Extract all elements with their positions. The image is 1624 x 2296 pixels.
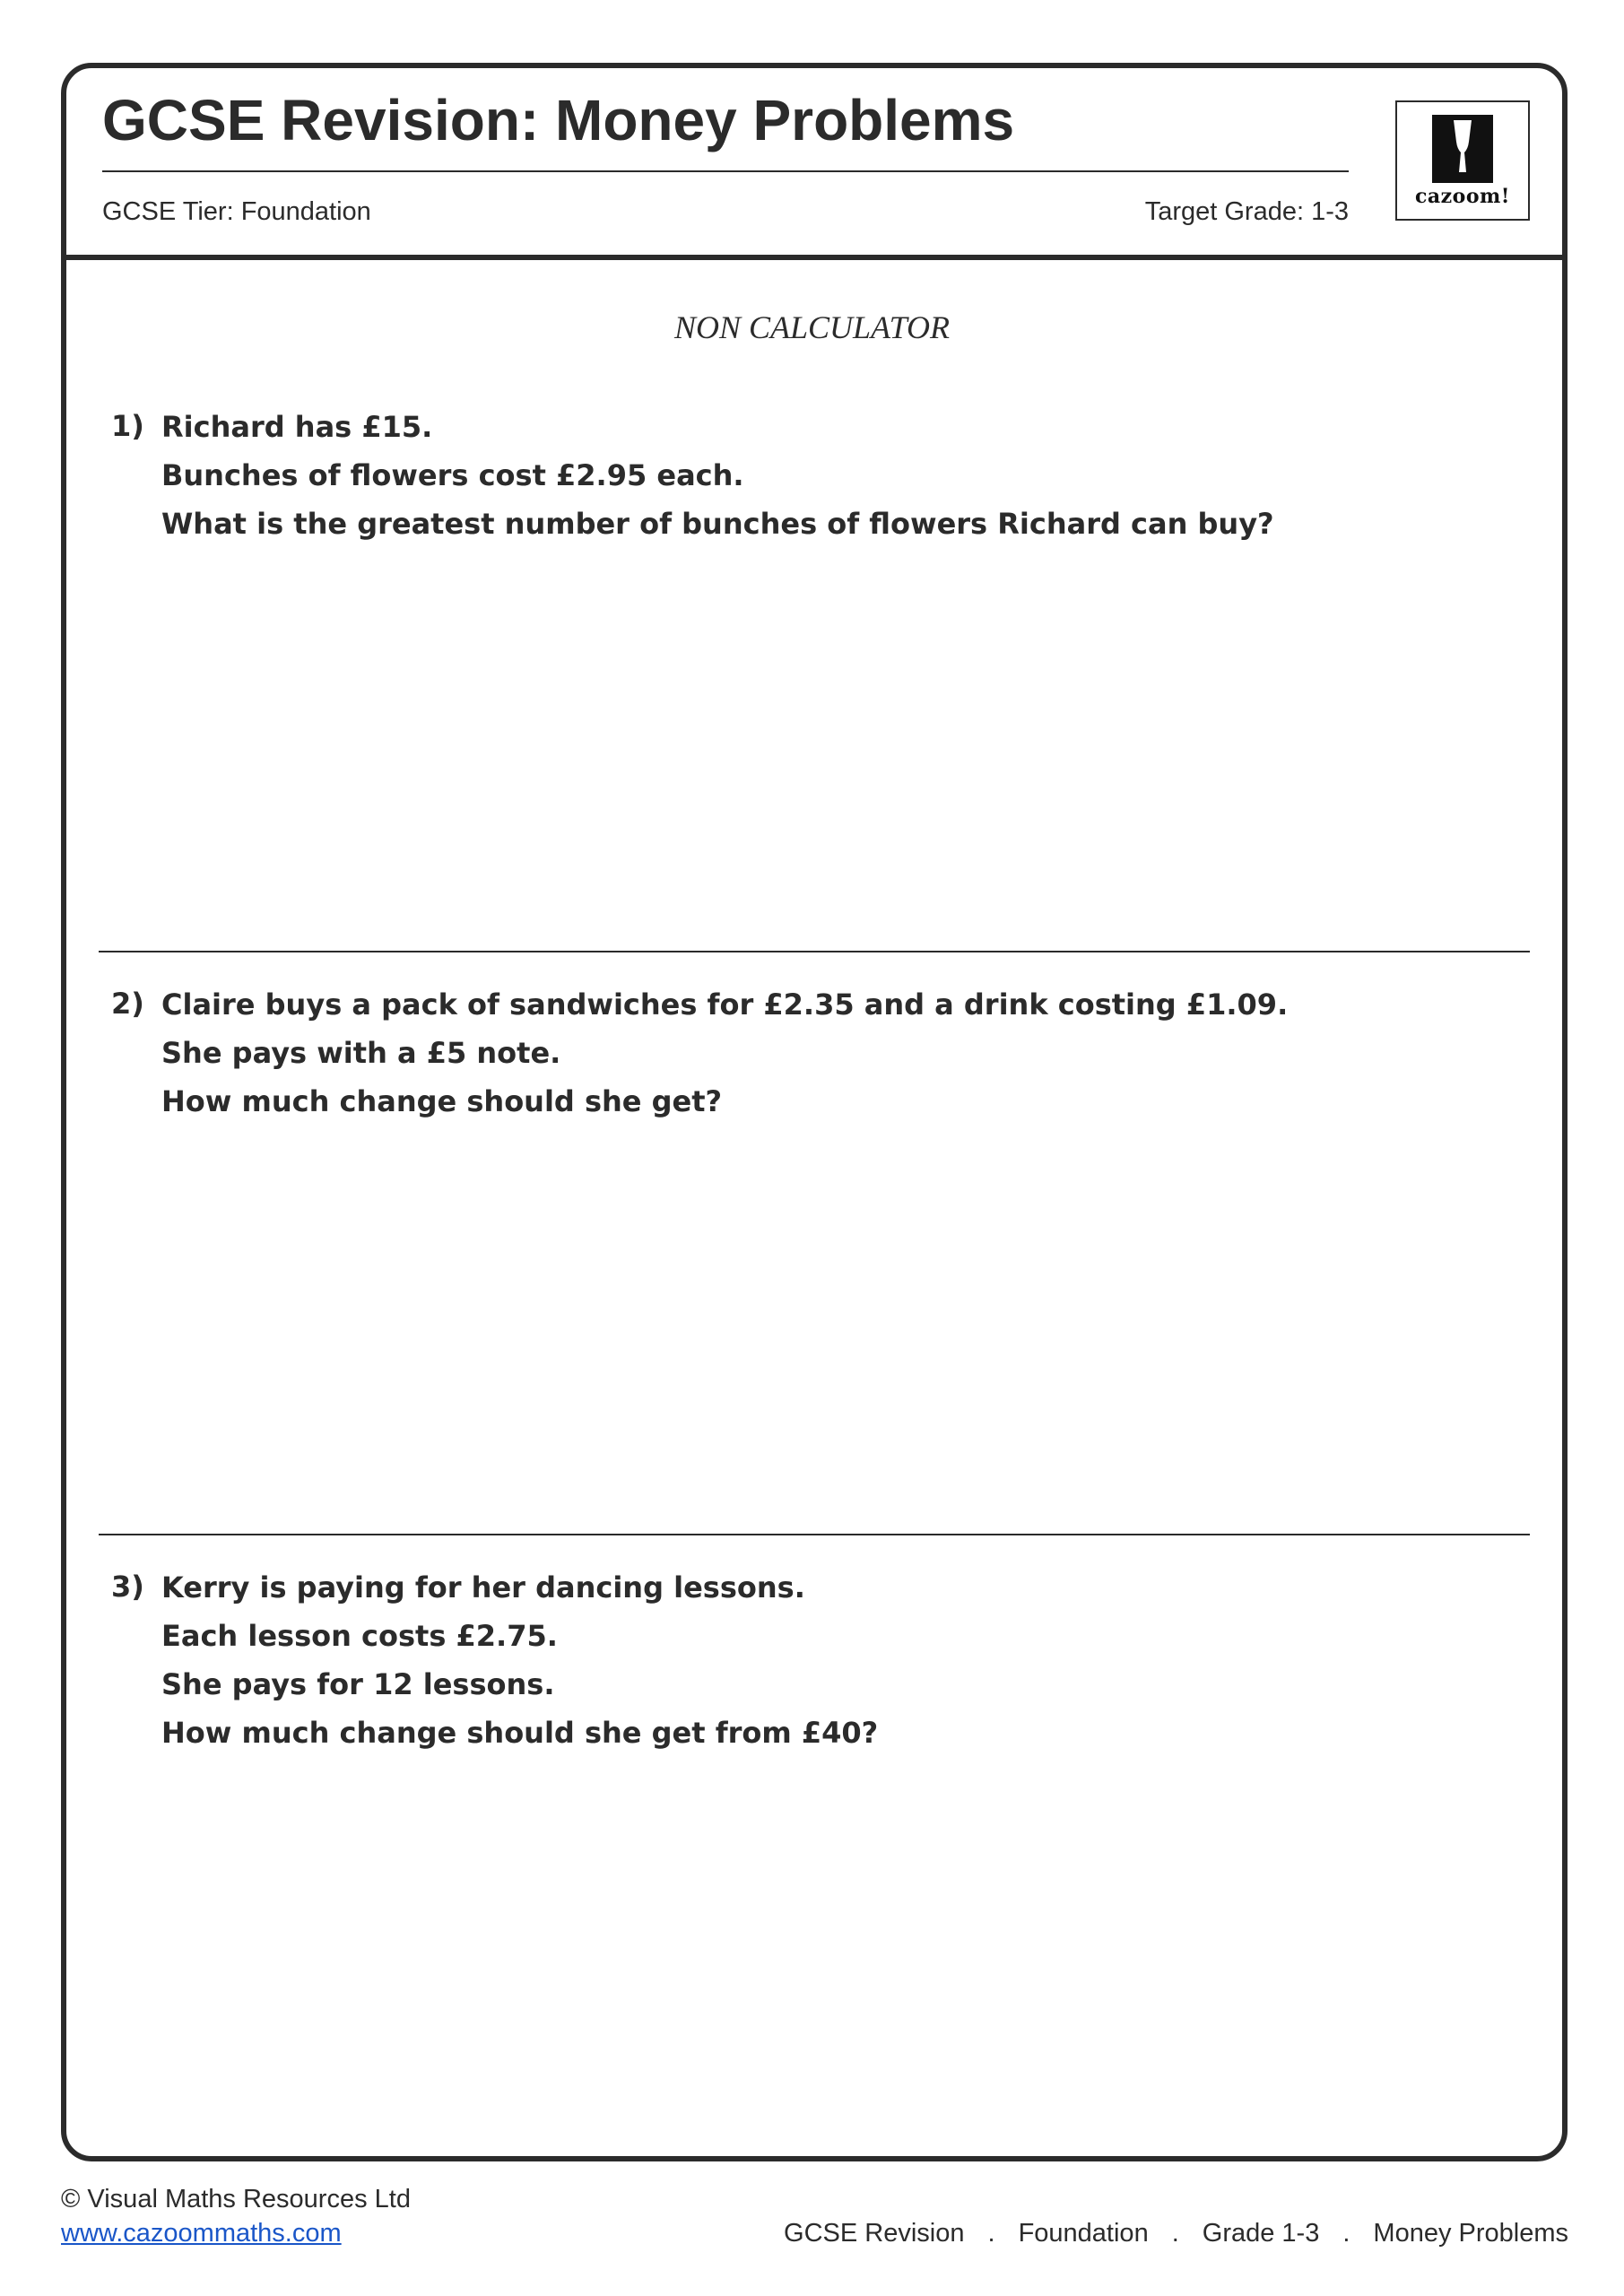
breadcrumb-item: Money Problems [1373, 2219, 1568, 2248]
question-line: Richard has £15. [161, 410, 433, 444]
tier-label: GCSE Tier: Foundation [102, 197, 371, 226]
question-number: 3) [111, 1570, 144, 1604]
copyright-notice: © Visual Maths Resources Ltd [61, 2185, 411, 2213]
question-line: Bunches of flowers cost £2.95 each. [161, 458, 744, 492]
answer-space-divider [99, 1534, 1530, 1535]
target-grade-label: Target Grade: 1-3 [1144, 197, 1349, 226]
question-number: 1) [111, 409, 144, 443]
question-line: Claire buys a pack of sandwiches for £2.35 and a drink costing £1.09. [161, 987, 1289, 1022]
question-line: She pays for 12 lessons. [161, 1667, 555, 1701]
header-divider [66, 255, 1562, 260]
question-line: How much change should she get from £40? [161, 1716, 879, 1750]
footer-breadcrumb [784, 2219, 1568, 2248]
question-line: Kerry is paying for her dancing lessons. [161, 1570, 805, 1605]
title-underline [102, 170, 1349, 172]
website-link[interactable]: www.cazoommaths.com [61, 2219, 342, 2248]
breadcrumb-separator: . [1342, 2219, 1350, 2248]
breadcrumb-item: GCSE Revision [784, 2219, 965, 2248]
question-line: What is the greatest number of bunches of flowers Richard can buy? [161, 507, 1274, 541]
question-number: 2) [111, 987, 144, 1021]
non-calculator-label: NON CALCULATOR [673, 309, 951, 345]
breadcrumb-item: Grade 1-3 [1202, 2219, 1320, 2248]
breadcrumb-separator: . [987, 2219, 995, 2248]
breadcrumb-item: Foundation [1018, 2219, 1149, 2248]
question-line: How much change should she get? [161, 1084, 723, 1118]
question-line: Each lesson costs £2.75. [161, 1619, 558, 1653]
logo-wordmark: cazoom! [1415, 185, 1510, 208]
cazoom-logo [1395, 100, 1530, 221]
page-title: GCSE Revision: Money Problems [102, 88, 1015, 152]
answer-space-divider [99, 951, 1530, 952]
question-line: She pays with a £5 note. [161, 1036, 561, 1070]
breadcrumb-separator: . [1171, 2219, 1179, 2248]
